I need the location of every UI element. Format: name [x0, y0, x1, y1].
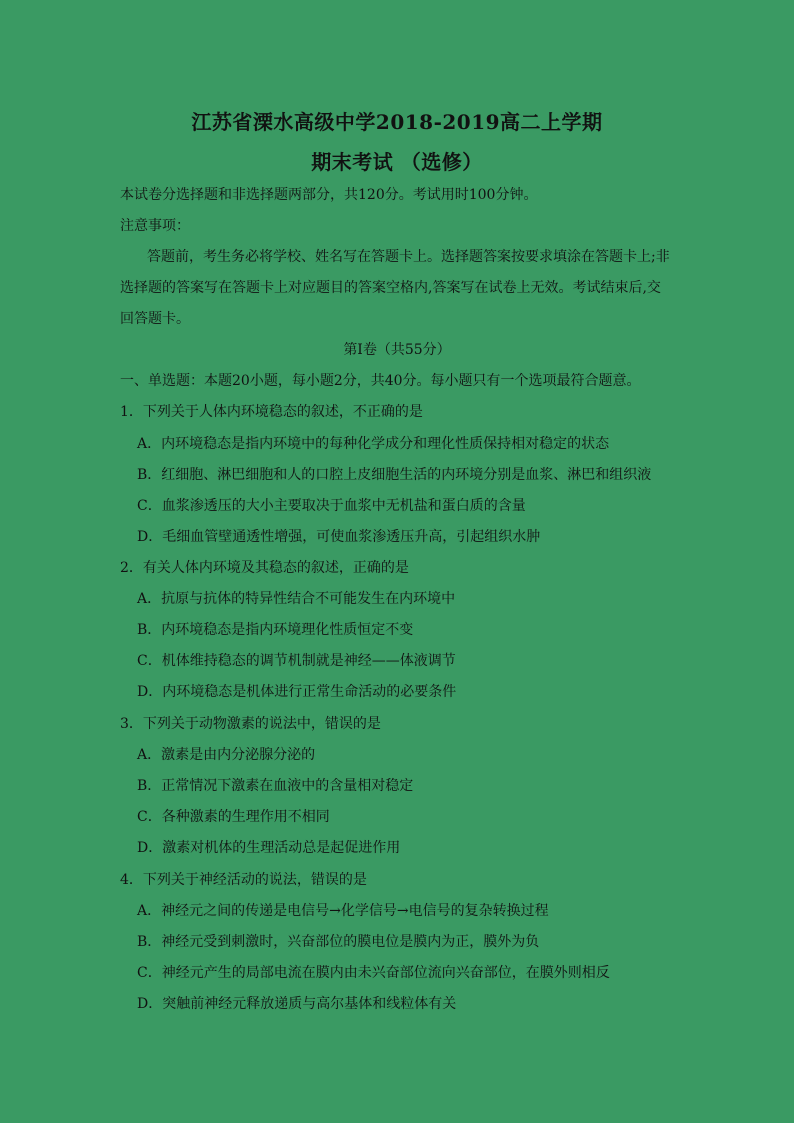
- question-option: D．毛细血管壁通透性增强，可使血浆渗透压升高，引起组织水肿: [137, 529, 541, 545]
- notes-text-line-2: 选择题的答案写在答题卡上对应题目的答案空格内,答案写在试卷上无效。考试结束后,交: [120, 280, 661, 296]
- question-stem: 2．有关人体内环境及其稳态的叙述，正确的是: [120, 560, 409, 576]
- exam-info-text: 本试卷分选择题和非选择题两部分，共120分。考试用时100分钟。: [120, 187, 538, 203]
- section-instructions: 一、单选题：本题20小题，每小题2分，共40分。每小题只有一个选项最符合题意。: [120, 373, 641, 389]
- question-option: C．各种激素的生理作用不相同: [137, 809, 330, 825]
- exam-title: 江苏省溧水高级中学2018-2019高二上学期: [191, 110, 603, 134]
- section-heading: 第Ⅰ卷（共55分）: [343, 342, 451, 358]
- question-option: A．神经元之间的传递是电信号→化学信号→电信号的复杂转换过程: [137, 903, 549, 919]
- question-option: B．神经元受到刺激时，兴奋部位的膜电位是膜内为正，膜外为负: [137, 934, 540, 950]
- notes-text-line-3: 回答题卡。: [120, 311, 190, 327]
- question-option: D．突触前神经元释放递质与高尔基体和线粒体有关: [137, 996, 457, 1012]
- notes-text-line-1: 答题前，考生务必将学校、姓名写在答题卡上。选择题答案按要求填涂在答题卡上;非: [147, 249, 670, 265]
- question-stem: 3．下列关于动物激素的说法中，错误的是: [120, 716, 381, 732]
- question-option: A．内环境稳态是指内环境中的每种化学成分和理化性质保持相对稳定的状态: [137, 436, 610, 452]
- question-option: B．内环境稳态是指内环境理化性质恒定不变: [137, 622, 414, 638]
- exam-subtitle: 期末考试 （选修）: [311, 150, 483, 174]
- question-option: B．正常情况下激素在血液中的含量相对稳定: [137, 778, 414, 794]
- question-option: B．红细胞、淋巴细胞和人的口腔上皮细胞生活的内环境分别是血浆、淋巴和组织液: [137, 467, 652, 483]
- notes-label: 注意事项：: [120, 218, 190, 234]
- question-option: D．激素对机体的生理活动总是起促进作用: [137, 840, 401, 856]
- question-stem: 4．下列关于神经活动的说法，错误的是: [120, 872, 367, 888]
- question-option: C．机体维持稳态的调节机制就是神经——体液调节: [137, 653, 456, 669]
- question-stem: 1．下列关于人体内环境稳态的叙述，不正确的是: [120, 404, 423, 420]
- question-option: A．激素是由内分泌腺分泌的: [137, 747, 316, 763]
- question-option: A．抗原与抗体的特异性结合不可能发生在内环境中: [137, 591, 456, 607]
- question-option: C．血浆渗透压的大小主要取决于血浆中无机盐和蛋白质的含量: [137, 498, 526, 514]
- question-option: D．内环境稳态是机体进行正常生命活动的必要条件: [137, 684, 457, 700]
- question-option: C．神经元产生的局部电流在膜内由未兴奋部位流向兴奋部位，在膜外则相反: [137, 965, 610, 981]
